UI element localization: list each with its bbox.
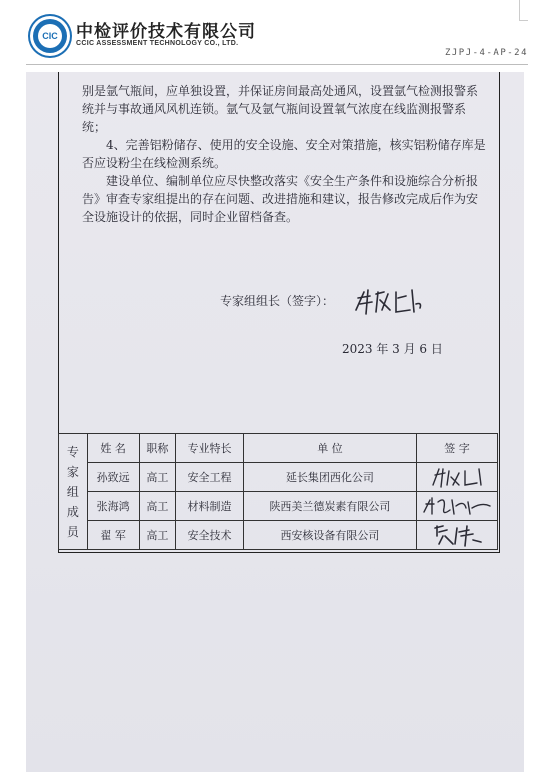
leader-signature-label: 专家组组长（签字）： [220,294,335,308]
company-name-en: CCIC ASSESSMENT TECHNOLOGY CO., LTD. [76,40,239,47]
header-name: 姓 名 [87,434,139,463]
member-specialty: 安全工程 [176,463,244,492]
company-name-cn: 中检评价技术有限公司 [76,22,256,42]
side-label-text: 专家组成员 [66,444,79,539]
company-logo [30,16,70,56]
member-handwritten-signature [429,522,485,548]
member-signature-cell [417,463,498,492]
member-signature-cell [417,521,498,550]
logo-text: CIC [38,24,62,48]
page-corner-mark [519,0,528,21]
member-name: 张海鸿 [87,492,139,521]
member-title: 高工 [139,492,175,521]
signing-date: 2023 年 3 月 6 日 [342,342,443,356]
member-name: 孙致远 [87,463,139,492]
header-unit: 单 位 [243,434,416,463]
table-row [59,463,498,492]
table-header-row [59,434,498,463]
member-unit: 陕西美兰德炭素有限公司 [243,492,416,521]
members-side-label [59,434,88,550]
expert-members-table [58,433,498,550]
header-title: 职称 [139,434,175,463]
member-name: 翟 军 [87,521,139,550]
header-divider [26,64,528,65]
member-title: 高工 [139,521,175,550]
page-header [0,0,548,70]
paragraph-argon: 别是氩气瓶间，应单独设置，并保证房间最高处通风，设置氩气检测报警系统并与事故通风风机连锁。氩气及氩气瓶间设置氧气浓度在线监测报警系统； [82,84,479,134]
report-body [82,82,488,226]
member-unit: 西安核设备有限公司 [243,521,416,550]
table-row [59,521,498,550]
member-specialty: 材料制造 [176,492,244,521]
member-specialty: 安全技术 [176,521,244,550]
member-handwritten-signature [427,465,487,489]
member-title: 高工 [139,463,175,492]
leader-handwritten-signature [350,284,430,318]
paragraph-rectification: 建设单位、编制单位应尽快整改落实《安全生产条件和设施综合分析报告》审查专家组提出的存在问题、改进措施和建议，报告修改完成后作为安全设施设计的依据，同时企业留档备查。 [82,174,479,224]
member-unit: 延长集团西化公司 [243,463,416,492]
paragraph-aluminum: 4、完善铝粉储存、使用的安全设施、安全对策措施，核实铝粉储存库是否应设粉尘在线检测系统。 [82,138,486,170]
member-handwritten-signature [420,494,494,518]
document-code: ZJPJ-4-AP-24 [444,48,528,58]
member-signature-cell [417,492,498,521]
header-signature: 签 字 [417,434,498,463]
header-specialty: 专业特长 [176,434,244,463]
table-row [59,492,498,521]
